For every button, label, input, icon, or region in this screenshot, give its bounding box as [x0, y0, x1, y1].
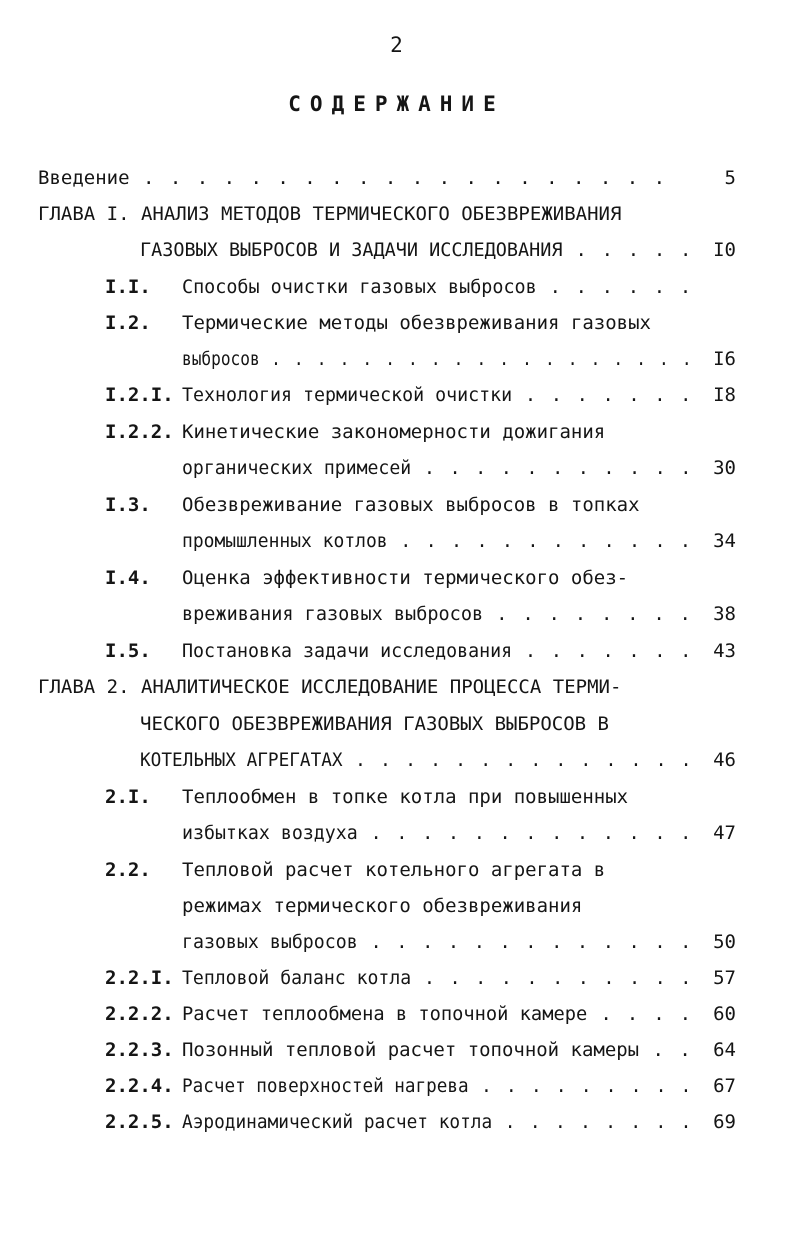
- toc-entry: [0, 820, 793, 846]
- toc-page-number: 64: [713, 1039, 736, 1061]
- toc-entry-title: избытках воздуха: [182, 822, 358, 844]
- toc-entry: [0, 346, 793, 372]
- toc-entry-title: Оценка эффективности термического обез-: [182, 567, 629, 589]
- toc-entry-title: Обезвреживание газовых выбросов в топках: [182, 494, 640, 516]
- toc-entry-number: 2.2.I.: [105, 967, 174, 989]
- toc-entry: [0, 674, 793, 700]
- toc-entry: [0, 601, 793, 627]
- toc-entry-title: Тепловой баланс котла: [182, 967, 412, 989]
- toc-entry-number: I.2.2.: [105, 421, 174, 443]
- toc-entry-title: Аэродинамический расчет котла: [182, 1111, 493, 1133]
- toc-page-number: I6: [713, 348, 736, 370]
- toc-entry: [0, 237, 793, 263]
- toc-leader-dots: . . . . . . . . . . .: [411, 967, 694, 989]
- toc-entry-number: I.I.: [105, 276, 151, 298]
- toc-entry-number: 2.2.3.: [105, 1039, 174, 1061]
- toc-entry-title: ГЛАВА 2. АНАЛИТИЧЕСКОЕ ИССЛЕДОВАНИЕ ПРОЦЕССА ТЕРМИ-: [38, 676, 622, 698]
- toc-leader-dots: . . . . . . . . . . . . .: [357, 931, 694, 953]
- toc-entry-title: КОТЕЛЬНЫХ АГРЕГАТАХ: [140, 749, 343, 771]
- toc-entry: [0, 965, 793, 991]
- toc-entry-title: промышленных котлов: [182, 530, 388, 552]
- toc-entry-title: Теплообмен в топке котла при повышенных: [182, 786, 629, 808]
- toc-entry-title: выбросов: [182, 348, 260, 370]
- toc-leader-dots: . . . . . . . . .: [468, 1075, 694, 1097]
- toc-entry-title: Тепловой расчет котельного агрегата в: [182, 859, 606, 881]
- toc-entry-number: 2.2.5.: [105, 1111, 174, 1133]
- toc-entry-title: Кинетические закономерности дожигания: [182, 421, 606, 443]
- toc-leader-dots: . . . . . . . . . . . . .: [357, 822, 694, 844]
- toc-page-number: 38: [713, 603, 736, 625]
- toc-page-number: 46: [713, 749, 736, 771]
- toc-entry-number: 2.I.: [105, 786, 151, 808]
- toc-entry: [0, 492, 793, 518]
- toc-entry: [0, 1109, 793, 1135]
- toc-entry-title: ГЛАВА I. АНАЛИЗ МЕТОДОВ ТЕРМИЧЕСКОГО ОБЕЗВРЕЖИВАНИЯ: [38, 203, 622, 225]
- toc-page-number: I8: [713, 384, 736, 406]
- toc-leader-dots: . . . . . . . . . . . . . . . . . . . .: [129, 167, 668, 189]
- toc-entry-number: I.4.: [105, 567, 151, 589]
- toc-entry-title: Позонный тепловой расчет топочной камеры: [182, 1039, 640, 1061]
- toc-page-number: 47: [713, 822, 736, 844]
- toc-entry-title: Постановка задачи исследования: [182, 640, 513, 662]
- toc-entry-title: Термические методы обезвреживания газовых: [182, 312, 651, 334]
- toc-entry-title: Способы очистки газовых выбросов: [182, 276, 537, 298]
- toc-leader-dots: . . . . . .: [536, 276, 693, 298]
- toc-page-number: 50: [713, 931, 736, 953]
- toc-leader-dots: . . . . . . .: [512, 640, 694, 662]
- toc-entry-number: I.2.I.: [105, 384, 174, 406]
- page-number: 2: [390, 33, 403, 57]
- toc-entry: [0, 528, 793, 554]
- toc-entry-title: газовых выбросов: [182, 931, 358, 953]
- toc-page-number: 69: [713, 1111, 736, 1133]
- toc-leader-dots: . .: [639, 1039, 693, 1061]
- toc-entry: [0, 1073, 793, 1099]
- toc-entry-number: I.5.: [105, 640, 151, 662]
- toc-entry: [0, 201, 793, 227]
- toc-entry: [0, 455, 793, 481]
- toc-leader-dots: . . . . . . . .: [492, 1111, 694, 1133]
- toc-entry: [0, 857, 793, 883]
- toc-entry: [0, 638, 793, 664]
- toc-entry: [0, 565, 793, 591]
- toc-entry-title: Введение: [38, 167, 130, 189]
- toc-page-number: 5: [724, 167, 736, 189]
- toc-leader-dots: . . . . . . . . . . .: [411, 457, 694, 479]
- toc-entry-title: Технология термической очистки: [182, 384, 513, 406]
- toc-leader-dots: . . . . . . . . . . . .: [387, 530, 693, 552]
- toc-entry: [0, 274, 793, 300]
- toc-entry: [0, 747, 793, 773]
- toc-leader-dots: . . . . . . . . . . . . . . . . . . .: [259, 348, 694, 370]
- toc-entry: [0, 310, 793, 336]
- toc-entry: [0, 1037, 793, 1063]
- toc-entry-title: режимах термического обезвреживания: [182, 895, 583, 917]
- toc-entry: [0, 419, 793, 445]
- toc-entry-title: ЧЕСКОГО ОБЕЗВРЕЖИВАНИЯ ГАЗОВЫХ ВЫБРОСОВ В: [140, 713, 609, 735]
- toc-entry: [0, 382, 793, 408]
- toc-page-number: 34: [713, 530, 736, 552]
- document-title: СОДЕРЖАНИЕ: [288, 92, 505, 116]
- toc-entry-number: 2.2.: [105, 859, 151, 881]
- toc-entry-title: Расчет теплообмена в топочной камере: [182, 1003, 588, 1025]
- toc-page-number: 60: [713, 1003, 736, 1025]
- toc-page-number: 30: [713, 457, 736, 479]
- toc-entry-title: вреживания газовых выбросов: [182, 603, 484, 625]
- toc-leader-dots: . . . . . . . . . . . . . .: [342, 749, 694, 771]
- toc-entry: [0, 784, 793, 810]
- toc-page-number: 57: [713, 967, 736, 989]
- toc-entry-number: 2.2.4.: [105, 1075, 174, 1097]
- toc-page-number: 67: [713, 1075, 736, 1097]
- toc-leader-dots: . . . . .: [562, 239, 694, 261]
- toc-page-number: I0: [713, 239, 736, 261]
- toc-entry: [0, 711, 793, 737]
- toc-entry: [0, 165, 793, 191]
- toc-page-number: 43: [713, 640, 736, 662]
- toc-entry-number: 2.2.2.: [105, 1003, 174, 1025]
- toc-entry-number: I.2.: [105, 312, 151, 334]
- toc-leader-dots: . . . . . . . .: [483, 603, 693, 625]
- toc-entry-title: органических примесей: [182, 457, 412, 479]
- toc-leader-dots: . . . . . . .: [512, 384, 694, 406]
- toc-leader-dots: . . . .: [587, 1003, 694, 1025]
- toc-entry-number: I.3.: [105, 494, 151, 516]
- toc-entry: [0, 1001, 793, 1027]
- toc-entry-title: Расчет поверхностей нагрева: [182, 1075, 469, 1097]
- toc-entry-title: ГАЗОВЫХ ВЫБРОСОВ И ЗАДАЧИ ИССЛЕДОВАНИЯ: [140, 239, 563, 261]
- toc-entry: [0, 929, 793, 955]
- toc-entry: [0, 893, 793, 919]
